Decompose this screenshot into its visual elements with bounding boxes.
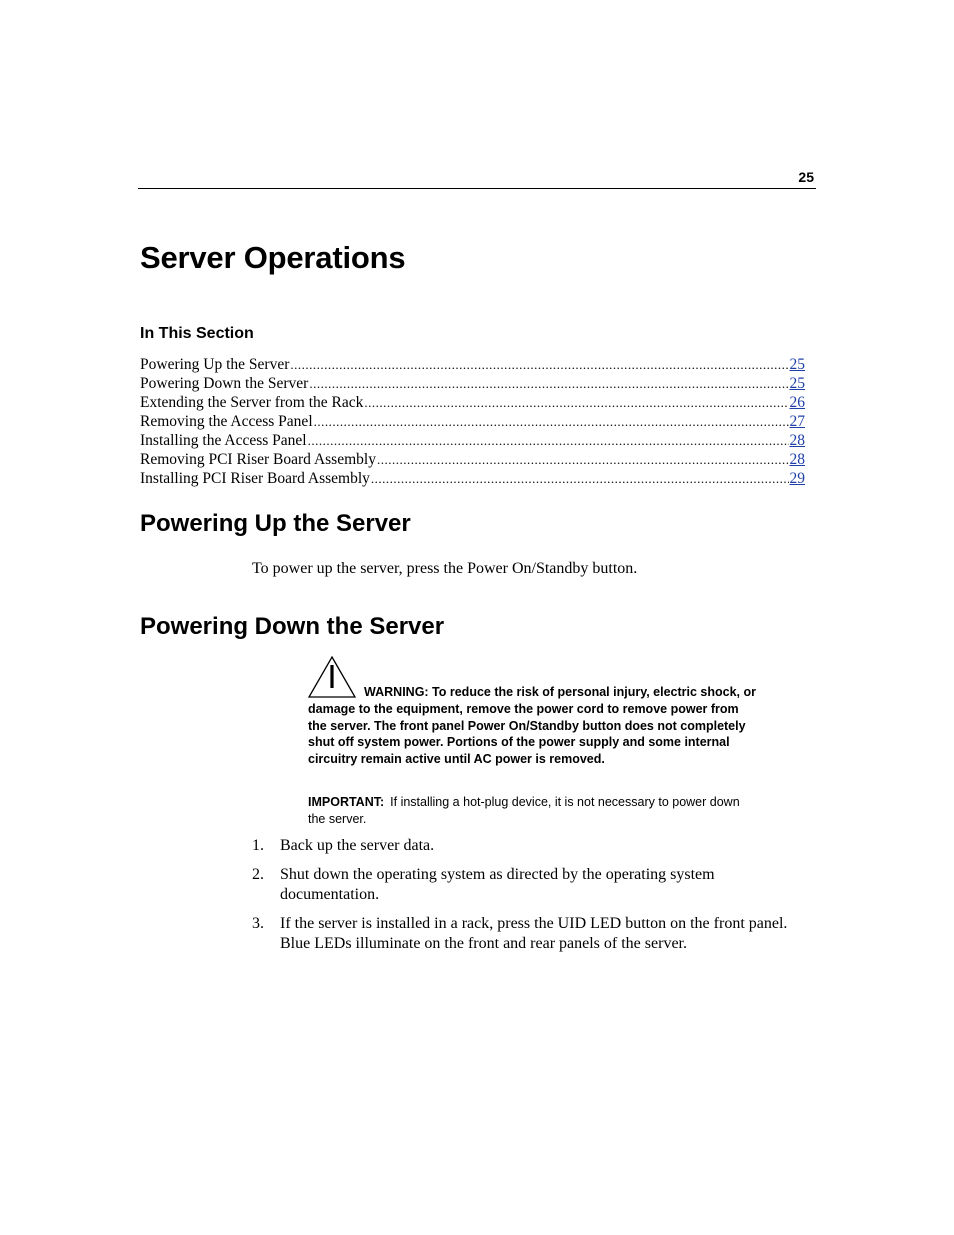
toc-page-link[interactable]: 26 bbox=[789, 394, 805, 411]
step-text: Shut down the operating system as directed by the operating system documentation. bbox=[280, 866, 715, 903]
toc-dot-leader bbox=[314, 412, 789, 431]
in-this-section-label: In This Section bbox=[140, 325, 254, 342]
warning-notice bbox=[308, 684, 758, 768]
important-label: IMPORTANT: bbox=[308, 795, 385, 809]
warning-text: WARNING: To reduce the risk of personal injury, electric shock, or damage to the equipment, remove the power cord to remove power from the server. The front panel Power On/Standby button does not completely shut off system power. Portions of the power supply and some internal circuitry remain active until AC power is removed. bbox=[308, 685, 756, 767]
toc-entry-title: Installing PCI Riser Board Assembly bbox=[140, 470, 370, 487]
list-item bbox=[252, 914, 792, 954]
toc-entry[interactable] bbox=[140, 431, 805, 450]
page-number: 25 bbox=[798, 169, 814, 185]
toc-entry-title: Extending the Server from the Rack bbox=[140, 394, 364, 411]
toc-dot-leader bbox=[371, 469, 789, 488]
powering-up-heading: Powering Up the Server bbox=[140, 510, 411, 537]
step-number: 3. bbox=[252, 915, 264, 932]
toc-entry-title: Installing the Access Panel bbox=[140, 432, 307, 449]
toc-dot-leader bbox=[377, 450, 789, 469]
toc-entry[interactable] bbox=[140, 469, 805, 488]
list-item bbox=[252, 836, 792, 856]
powering-down-heading: Powering Down the Server bbox=[140, 613, 445, 640]
toc-entry-title: Removing PCI Riser Board Assembly bbox=[140, 451, 376, 468]
toc-entry-title: Powering Down the Server bbox=[140, 375, 309, 392]
toc-entry-title: Powering Up the Server bbox=[140, 356, 290, 373]
step-text: Back up the server data. bbox=[280, 837, 435, 854]
toc-entry[interactable] bbox=[140, 412, 805, 431]
toc-dot-leader bbox=[364, 393, 788, 412]
section-toc bbox=[140, 355, 805, 488]
toc-page-link[interactable]: 28 bbox=[789, 451, 805, 468]
important-notice bbox=[308, 794, 748, 827]
powering-up-text: To power up the server, press the Power On/Standby button. bbox=[252, 560, 638, 577]
step-text: If the server is installed in a rack, press the UID LED button on the front panel. Blue LEDs illuminate on the front and rear panels of the server. bbox=[280, 915, 788, 952]
toc-entry[interactable] bbox=[140, 393, 805, 412]
toc-page-link[interactable]: 27 bbox=[789, 413, 805, 430]
toc-dot-leader bbox=[308, 431, 789, 450]
toc-page-link[interactable]: 28 bbox=[789, 432, 805, 449]
toc-entry-title: Removing the Access Panel bbox=[140, 413, 313, 430]
page-title: Server Operations bbox=[140, 240, 406, 275]
toc-page-link[interactable]: 25 bbox=[789, 375, 805, 392]
powering-down-steps bbox=[252, 836, 792, 963]
toc-page-link[interactable]: 25 bbox=[789, 356, 805, 373]
toc-page-link[interactable]: 29 bbox=[789, 470, 805, 487]
toc-entry[interactable] bbox=[140, 355, 805, 374]
toc-entry[interactable] bbox=[140, 450, 805, 469]
list-item bbox=[252, 865, 792, 905]
step-number: 2. bbox=[252, 866, 264, 883]
toc-entry[interactable] bbox=[140, 374, 805, 393]
toc-dot-leader bbox=[290, 355, 788, 374]
header-rule bbox=[138, 188, 816, 189]
toc-dot-leader bbox=[309, 374, 788, 393]
step-number: 1. bbox=[252, 837, 264, 854]
important-text: If installing a hot-plug device, it is not necessary to power down the server. bbox=[308, 795, 740, 826]
